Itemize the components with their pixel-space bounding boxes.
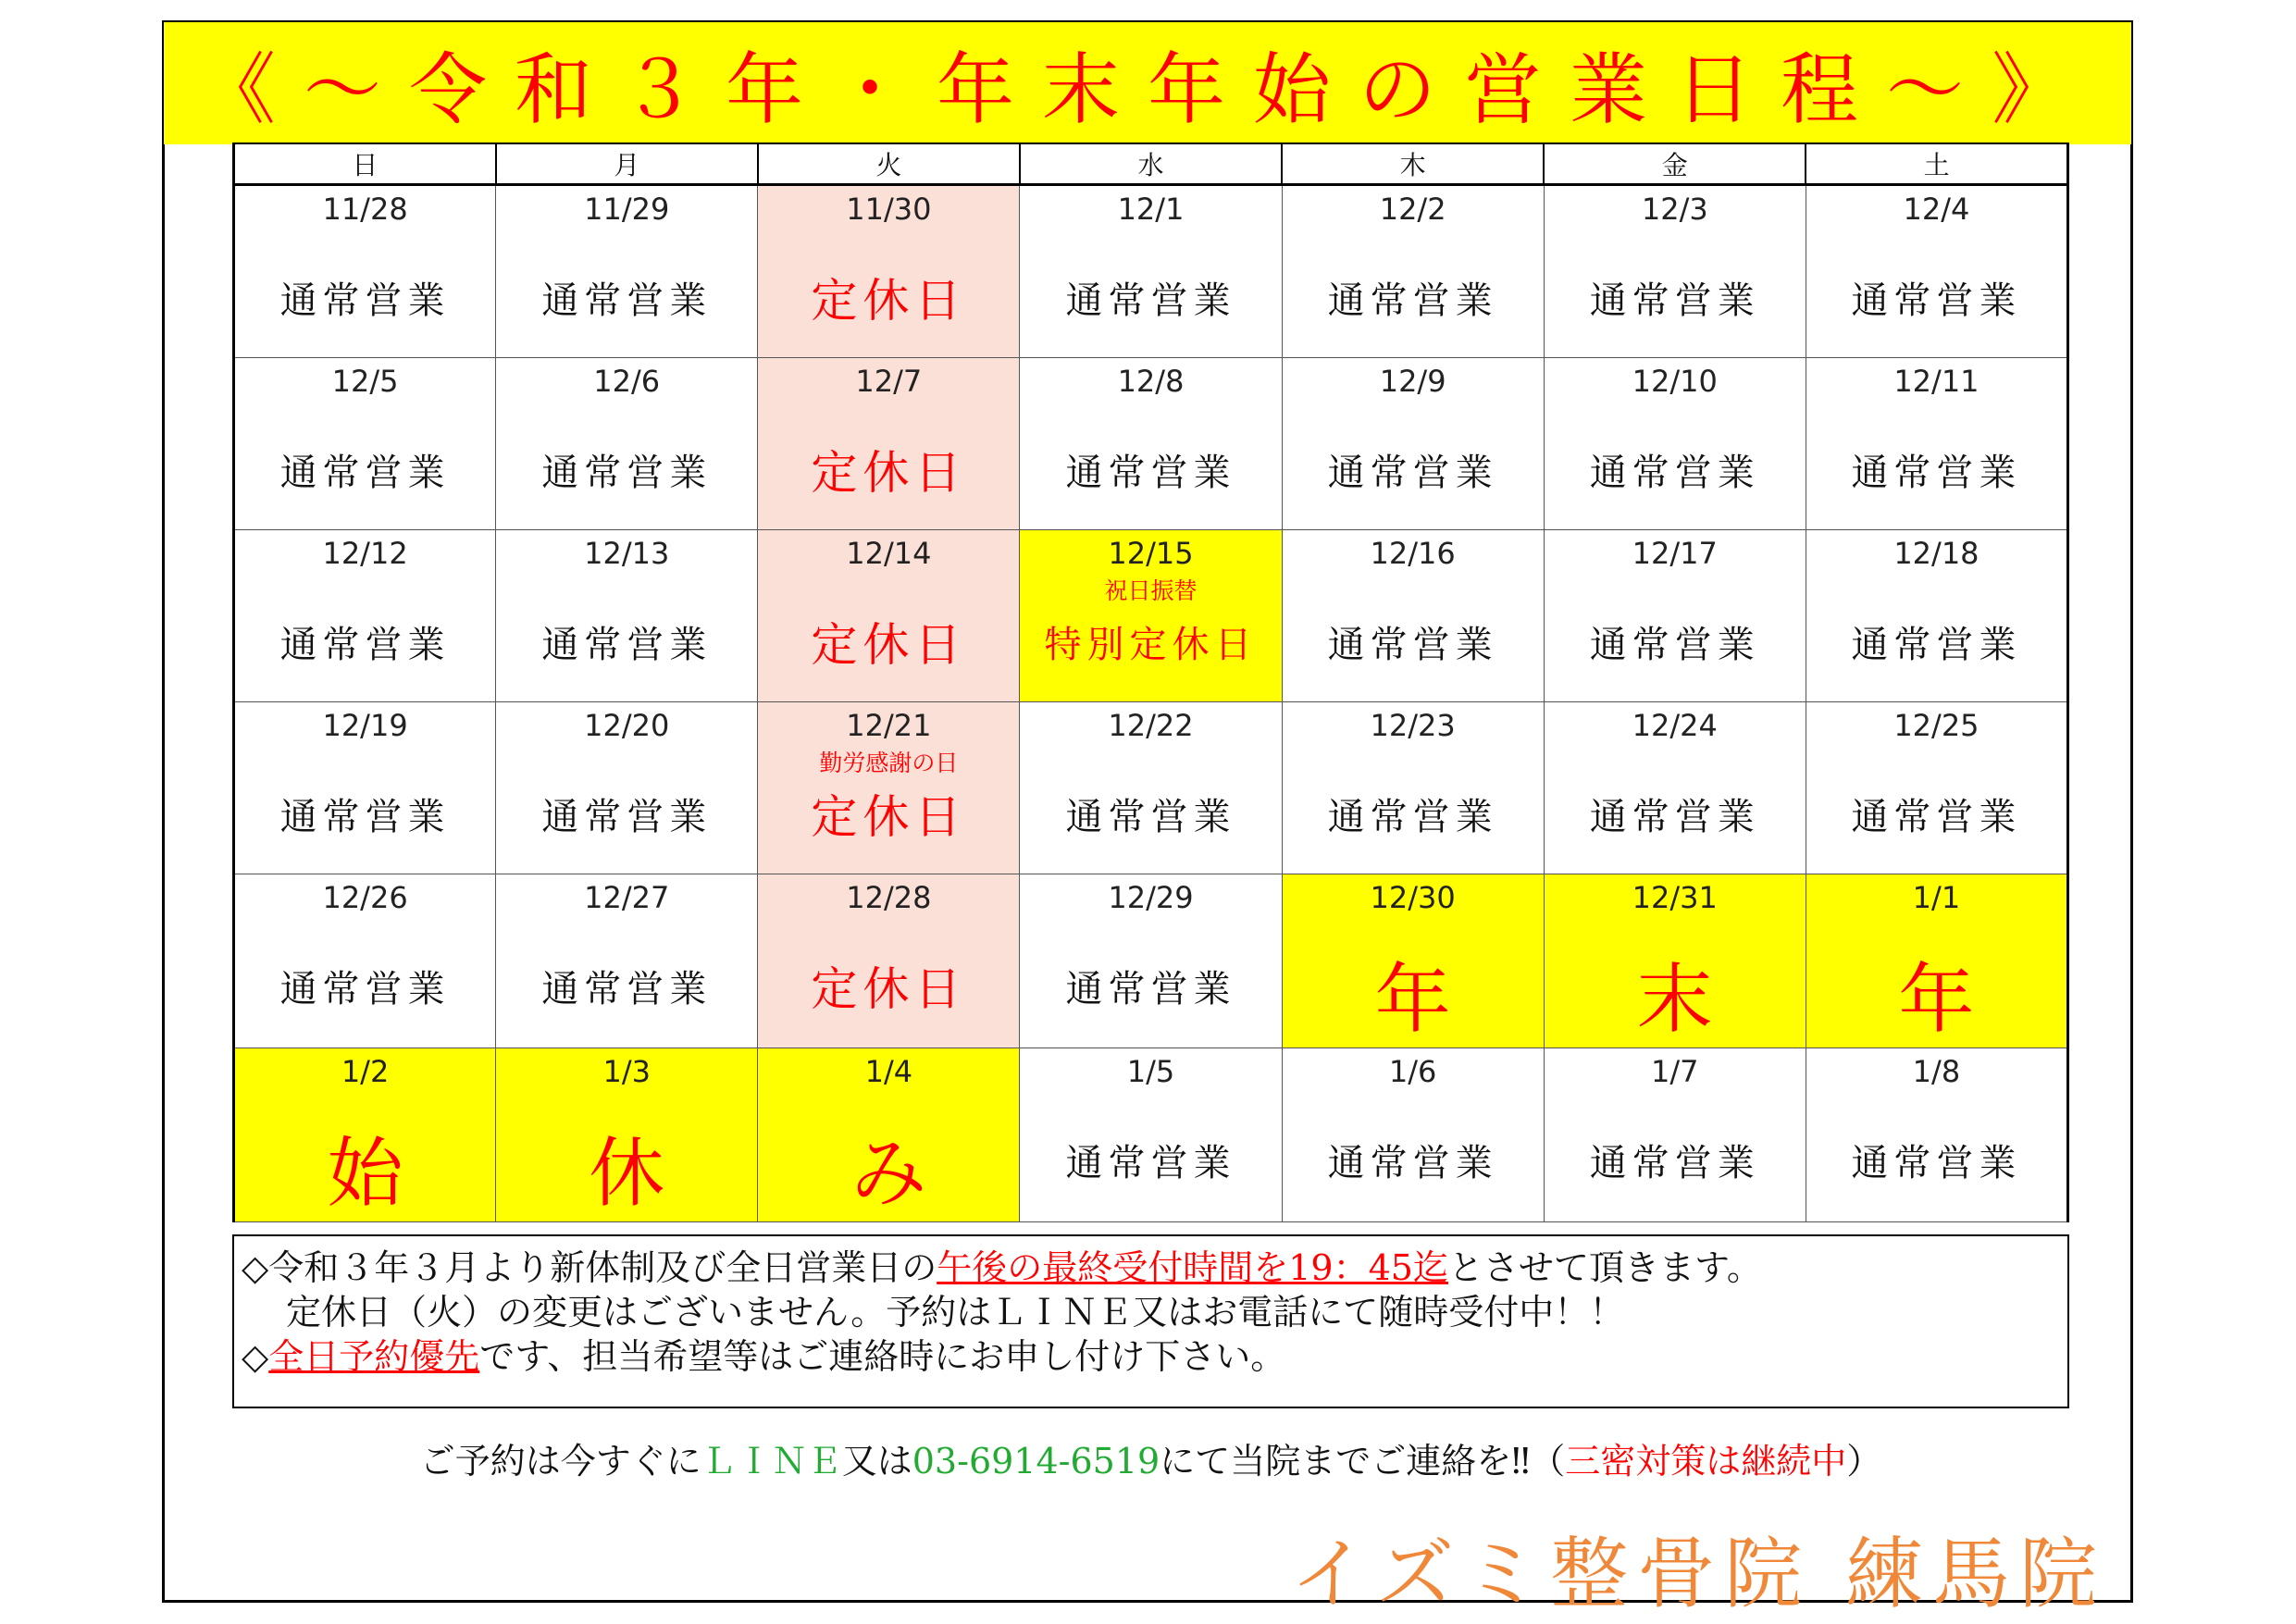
contact-prefix: ご予約は今すぐに: [419, 1441, 701, 1481]
weekday-thu: 木: [1282, 143, 1544, 185]
day-date: 12/1: [1117, 192, 1185, 227]
calendar-week-row: [234, 874, 2068, 1048]
day-date: 12/18: [1893, 536, 1980, 571]
day-status: 通常営業: [1589, 279, 1760, 322]
day-date: 1/7: [1651, 1054, 1699, 1089]
weekday-wed: 水: [1020, 143, 1282, 185]
day-date: 11/30: [846, 192, 932, 227]
calendar-day-cell: [1282, 1048, 1544, 1222]
day-date: 1/8: [1912, 1054, 1961, 1089]
day-date: 12/11: [1893, 364, 1980, 399]
day-date: 12/22: [1108, 708, 1194, 743]
weekday-sun: 日: [234, 143, 496, 185]
calendar-day-cell: [1806, 702, 2067, 874]
calendar-day-cell: [1020, 1048, 1282, 1222]
day-status: 通常営業: [1327, 279, 1498, 322]
day-status: 通常営業: [1589, 796, 1760, 838]
calendar-day-cell: [1806, 874, 2067, 1048]
day-status: 通常営業: [541, 452, 713, 494]
day-date: 12/25: [1893, 708, 1980, 743]
calendar-week-row: [234, 702, 2068, 874]
calendar-day-cell: [1544, 530, 1806, 702]
day-date: 12/14: [846, 536, 932, 571]
calendar-day-cell: [1544, 1048, 1806, 1222]
day-status: 通常営業: [1851, 1142, 2022, 1184]
calendar-day-cell: [758, 358, 1020, 530]
day-date: 12/12: [322, 536, 408, 571]
day-date: 1/3: [602, 1054, 651, 1089]
day-status: 通常営業: [1327, 624, 1498, 666]
day-status: 通常営業: [1065, 796, 1236, 838]
calendar-day-cell: [1282, 702, 1544, 874]
calendar-day-cell: [758, 530, 1020, 702]
calendar-day-cell: [1282, 874, 1544, 1048]
day-date: 1/6: [1388, 1054, 1437, 1089]
day-status: み: [850, 1130, 927, 1218]
calendar-day-cell: [1020, 530, 1282, 702]
calendar-day-cell: [1020, 185, 1282, 358]
calendar-day-cell: [1282, 358, 1544, 530]
calendar-day-cell: [1282, 530, 1544, 702]
note-3-highlight: 全日予約優先: [268, 1336, 480, 1377]
day-date: 12/31: [1632, 880, 1718, 915]
calendar-day-cell: [1806, 1048, 2067, 1222]
calendar-week-row: [234, 185, 2068, 358]
calendar-week-row: [234, 358, 2068, 530]
calendar-table: [232, 143, 2069, 1222]
notes-box: [232, 1234, 2069, 1408]
weekday-header-row: [234, 143, 2068, 185]
calendar-day-cell: [1806, 358, 2067, 530]
day-status: 始: [327, 1130, 403, 1218]
day-status: 定休日: [811, 962, 967, 1016]
calendar-week-row: [234, 530, 2068, 702]
calendar-day-cell: [1020, 358, 1282, 530]
day-status: 年: [1374, 956, 1451, 1044]
day-date: 12/13: [584, 536, 670, 571]
day-date: 12/20: [584, 708, 670, 743]
contact-suffix: にて当院までご連絡を‼（: [1160, 1441, 1566, 1481]
day-status: 通常営業: [279, 279, 451, 322]
day-date: 12/24: [1632, 708, 1718, 743]
day-date: 12/10: [1632, 364, 1718, 399]
day-status: 特別定休日: [1044, 624, 1258, 666]
day-status: 通常営業: [279, 624, 451, 666]
calendar-day-cell: [758, 185, 1020, 358]
day-date: 12/5: [331, 364, 399, 399]
day-date: 12/7: [855, 364, 923, 399]
day-date: 12/8: [1117, 364, 1185, 399]
day-note: 祝日振替: [1104, 577, 1198, 604]
contact-line-app: ＬＩＮＥ: [701, 1441, 842, 1481]
day-status: 末: [1636, 956, 1713, 1044]
day-date: 12/6: [593, 364, 661, 399]
note-1-highlight: 午後の最終受付時間を19：45迄: [937, 1247, 1448, 1288]
day-status: 通常営業: [1851, 452, 2022, 494]
contact-end: ）: [1846, 1441, 1882, 1481]
calendar-day-cell: [234, 185, 496, 358]
day-status: 通常営業: [1065, 452, 1236, 494]
day-date: 12/16: [1370, 536, 1456, 571]
day-status: 年: [1898, 956, 1975, 1044]
day-date: 11/28: [322, 192, 408, 227]
day-status: 通常営業: [1327, 796, 1498, 838]
day-date: 12/2: [1379, 192, 1446, 227]
day-status: 通常営業: [1327, 1142, 1498, 1184]
calendar-day-cell: [758, 1048, 1020, 1222]
day-status: 通常営業: [1327, 452, 1498, 494]
contact-covid-note: 三密対策は継続中: [1565, 1441, 1847, 1481]
calendar-day-cell: [1544, 874, 1806, 1048]
calendar-week-row: [234, 1048, 2068, 1222]
calendar-day-cell: [234, 358, 496, 530]
day-date: 1/4: [864, 1054, 913, 1089]
day-date: 12/23: [1370, 708, 1456, 743]
day-date: 12/30: [1370, 880, 1456, 915]
day-date: 12/26: [322, 880, 408, 915]
day-status: 定休日: [811, 618, 967, 672]
day-status: 通常営業: [541, 279, 713, 322]
day-note: 勤労感謝の日: [819, 750, 959, 776]
note-3-suffix: です、担当希望等はご連絡時にお申し付け下さい。: [479, 1336, 1286, 1377]
day-status: 通常営業: [1065, 968, 1236, 1010]
calendar-day-cell: [496, 874, 758, 1048]
calendar-day-cell: [234, 530, 496, 702]
calendar-day-cell: [234, 874, 496, 1048]
day-date: 12/27: [584, 880, 670, 915]
calendar-day-cell: [496, 358, 758, 530]
weekday-sat: 土: [1806, 143, 2067, 185]
calendar-day-cell: [1020, 874, 1282, 1048]
calendar-body: [234, 185, 2068, 1222]
calendar-day-cell: [496, 1048, 758, 1222]
day-status: 通常営業: [1589, 624, 1760, 666]
calendar-day-cell: [1806, 185, 2067, 358]
calendar-day-cell: [1020, 702, 1282, 874]
day-status: 通常営業: [1065, 279, 1236, 322]
note-line-2: 定休日（火）の変更はございません。予約はＬＩＮＥ又はお電話にて随時受付中！！: [286, 1292, 1625, 1333]
day-status: 通常営業: [279, 452, 451, 494]
day-status: 通常営業: [279, 968, 451, 1010]
day-status: 定休日: [811, 790, 967, 844]
day-status: 通常営業: [541, 624, 713, 666]
note-line-3: [242, 1334, 2060, 1379]
weekday-mon: 月: [496, 143, 758, 185]
day-date: 12/19: [322, 708, 408, 743]
contact-line: [232, 1432, 2069, 1483]
calendar-day-cell: [496, 530, 758, 702]
day-date: 11/29: [584, 192, 670, 227]
clinic-name: イズミ整骨院 練馬院: [1290, 1529, 2106, 1619]
day-date: 12/3: [1641, 192, 1708, 227]
day-status: 通常営業: [279, 796, 451, 838]
calendar-day-cell: [1544, 185, 1806, 358]
calendar-day-cell: [496, 702, 758, 874]
day-status: 通常営業: [1851, 624, 2022, 666]
day-status: 通常営業: [541, 968, 713, 1010]
calendar-day-cell: [1282, 185, 1544, 358]
day-date: 12/29: [1108, 880, 1194, 915]
day-date: 12/28: [846, 880, 932, 915]
calendar-day-cell: [758, 702, 1020, 874]
day-date: 12/15: [1108, 536, 1194, 571]
day-date: 1/1: [1912, 880, 1961, 915]
contact-phone: 03-6914-6519: [912, 1441, 1160, 1481]
note-line-1: [242, 1246, 2060, 1290]
calendar-day-cell: [1806, 530, 2067, 702]
page-title: 《〜令和３年・年末年始の営業日程〜》: [164, 22, 2131, 144]
day-date: 12/21: [846, 708, 932, 743]
calendar-day-cell: [234, 702, 496, 874]
day-status: 定休日: [811, 274, 967, 328]
day-date: 1/2: [341, 1054, 390, 1089]
day-status: 通常営業: [1589, 1142, 1760, 1184]
day-status: 通常営業: [1065, 1142, 1236, 1184]
day-status: 通常営業: [541, 796, 713, 838]
weekday-tue: 火: [758, 143, 1020, 185]
calendar-day-cell: [1544, 702, 1806, 874]
day-date: 12/9: [1379, 364, 1446, 399]
day-date: 1/5: [1126, 1054, 1175, 1089]
note-3-prefix: ◇: [242, 1336, 269, 1377]
weekday-fri: 金: [1544, 143, 1806, 185]
day-status: 通常営業: [1589, 452, 1760, 494]
calendar-day-cell: [496, 185, 758, 358]
calendar-day-cell: [234, 1048, 496, 1222]
day-date: 12/4: [1903, 192, 1970, 227]
note-1-prefix: ◇令和３年３月より新体制及び全日営業日の: [242, 1247, 937, 1288]
day-status: 定休日: [811, 446, 967, 500]
contact-middle: 又は: [841, 1441, 912, 1481]
calendar-day-cell: [758, 874, 1020, 1048]
day-status: 通常営業: [1851, 279, 2022, 322]
calendar-day-cell: [1544, 358, 1806, 530]
day-date: 12/17: [1632, 536, 1718, 571]
note-1-suffix: とさせて頂きます。: [1447, 1247, 1762, 1288]
day-status: 通常営業: [1851, 796, 2022, 838]
day-status: 休: [589, 1130, 665, 1218]
